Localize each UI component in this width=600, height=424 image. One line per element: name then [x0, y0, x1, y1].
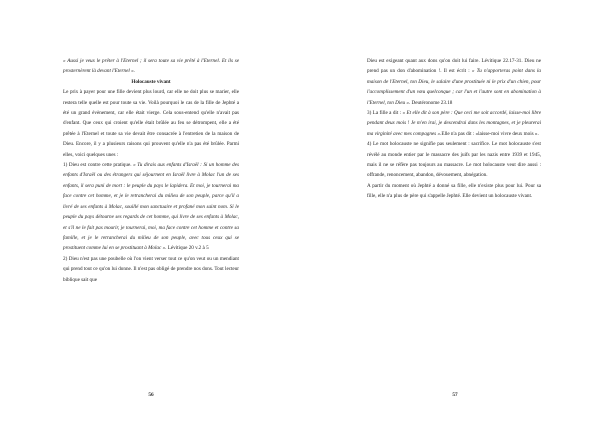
right-page-number: 57 — [452, 392, 458, 398]
right-paragraph-2-intro: 3) La fille a dit : — [367, 110, 402, 117]
section-heading: Holocauste vivant — [131, 78, 171, 85]
left-paragraph-3-intro: 1) Dieu est contre cette pratique. — [63, 162, 132, 169]
left-paragraph-1: « Aussi je veux le prêter à l'Eternel ; il sera toute sa vie prêté à l'Eternel. Et ils se prosternèrent là devant l'Eternel ». — [63, 58, 239, 75]
left-paragraph-3 — [63, 160, 239, 254]
right-paragraph-1-ref: . Deutéronome 23.18 — [408, 99, 453, 106]
right-paragraph-2-quote: « Et elle dit à son père : Que ceci me soit accordé, laisse-moi libre pendant deux mois ! Je m'en irai, je descendrai dans les montagnes, et je pleurerai ma virginité avec mes compagnes ». — [367, 110, 541, 137]
right-paragraph-3: 4) Le mot holocauste ne signifie pas seulement : sacrifice. Le mot holocauste s'est révélé au monde entier par le massacre des juifs par les nazis entre 1939 et 1945, mais il ne se réfère pas toujours au massacre. Le mot holocauste veut dire aussi : offrande, renoncement, abandon, dévouement, abnégation. — [367, 141, 541, 179]
right-paragraph-1-quote: « Tu n'apporteras point dans la maison de l'Eternel, ton Dieu, le salaire d'une prostituée ni le prix d'un chien, pour l'accomplissement d'un vœu quelconque ; car l'un et l'autre sont en abomination à l'Eternel, ton Dieu » — [367, 68, 542, 106]
right-text-column — [367, 56, 541, 202]
right-page — [300, 0, 600, 424]
left-paragraph-2: Le prix à payer pour une fille devient plus lourd, car elle ne doit plus se marier, elle restera telle quelle est pour toute sa vie. Voilà pourquoi le cas de la fille de Jephté a été un grand évènement, car elle était vierge. Cela sous-entend qu'elle n'avait pas d'enfant. Que ceux qui croient qu'elle était brûlée au feu se détrompent, elle a été prêtée à l'Eternel et toute sa vie devait être consacrée à l'entretien de la maison de Dieu. Encore, il y a plusieurs raisons qui prouvent qu'elle n'a pas été brûlée. Parmi elles, voici quelques unes : — [63, 89, 239, 158]
right-paragraph-1-text: Dieu est exigeant quant aux dons qu'on doit lui faire. Lévitique 22.17-31. Dieu ne prend pas un don d'abomination !. Il est écrit : — [367, 58, 541, 75]
left-text-column — [63, 56, 239, 285]
left-paragraph-3-quote: « Tu dirais aux enfants d'Israël : Si un homme des enfants d'Israël ou des étrangers qui séjournent en Israël livre à Molac l'un de ses enfants, il sera puni de mort : le peuple du pays le lapidera. Et moi, je tournerai ma face contre cet homme, et je le retrancherai du milieu de son peuple, parce qu'il a livré de ses enfants à Molac, souillé mon sanctuaire et profané mon saint nom. Si le peuple du pays détourne ses regards de cet homme, qui livre de ses enfants à Molac, et s'il ne le fait pas mourir, je tournerai, moi, ma face contre cet homme et contre sa famille, et je le retrancherai du milieu de son peuple, avec tous ceux qui se prostituent comme lui en se prostituant à Molac » — [63, 162, 239, 252]
right-paragraph-1 — [367, 56, 541, 108]
right-paragraph-2-rest: Elle n'a pas dit : «laisse-moi vivre deux mois ». — [441, 130, 539, 137]
left-page-number: 56 — [148, 392, 154, 398]
right-paragraph-2 — [367, 108, 541, 139]
left-paragraph-3-ref: . Lévitique 20 v.2 à 5 — [165, 245, 209, 252]
right-paragraph-4: A partir du moment où Jephté a donné sa fille, elle n'existe plus pour lui. Pour sa fille, elle n'a plus de père qui s'appelle Jephté. Elle devient un holocauste vivant. — [367, 182, 541, 200]
left-paragraph-4: 2) Dieu n'est pas une poubelle où l'on vient verser tout ce qu'on veut ou un mendiant qui prend tout ce qu'on lui donne. Il n'est pas obligé de prendre nos dons. Tout lecteur biblique sait que — [63, 255, 239, 283]
